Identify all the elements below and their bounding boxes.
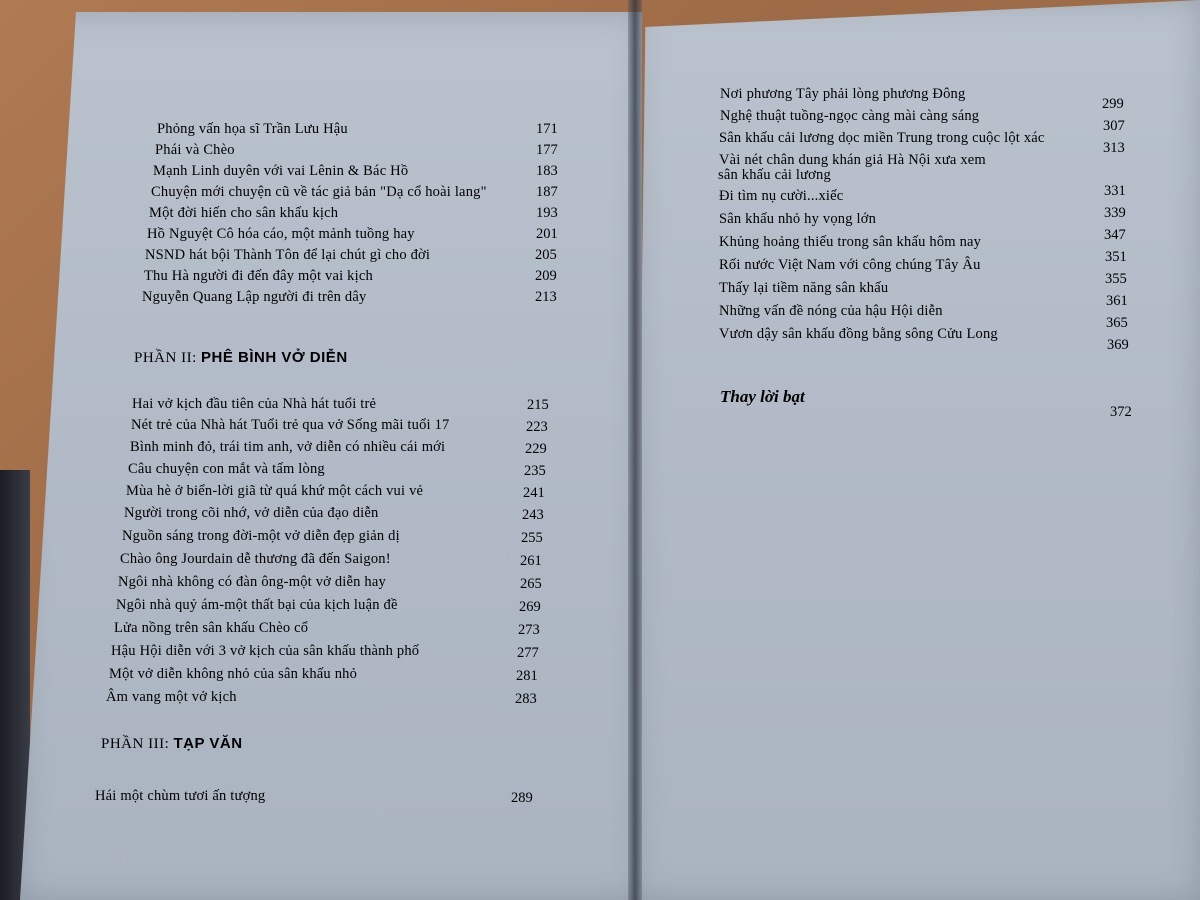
toc-entry-title: Khủng hoảng thiếu trong sân khấu hôm nay bbox=[719, 234, 982, 250]
toc-entry-title: Nguồn sáng trong đời-một vở diễn đẹp giản dị bbox=[122, 528, 400, 544]
toc-entry-page: 355 bbox=[1105, 271, 1127, 287]
toc-entry-title: Nơi phương Tây phải lòng phương Đông bbox=[720, 86, 966, 102]
toc-entry-page: 273 bbox=[518, 622, 540, 638]
toc-entry-title: Mùa hè ở biển-lời giã từ quá khứ một cách vui vẻ bbox=[126, 483, 424, 499]
toc-entry-title: Câu chuyện con mắt và tấm lòng bbox=[128, 461, 325, 477]
toc-entry-page: 213 bbox=[535, 289, 557, 305]
toc-entry-page: 281 bbox=[516, 668, 538, 684]
toc-entry-title: Ngôi nhà quỷ ám-một thất bại của kịch luận đề bbox=[116, 597, 398, 613]
toc-entry-title: Âm vang một vở kịch bbox=[106, 689, 237, 705]
toc-entry-page: 351 bbox=[1105, 249, 1127, 265]
toc-entry-page: 361 bbox=[1106, 293, 1128, 309]
toc-entry-title: NSND hát bội Thành Tôn để lại chút gì cho đời bbox=[145, 247, 431, 263]
toc-entry-page: 299 bbox=[1102, 96, 1124, 112]
toc-entry-title: Bình minh đỏ, trái tim anh, vở diễn có nhiều cái mới bbox=[130, 439, 446, 455]
toc-entry-page: 365 bbox=[1106, 315, 1128, 331]
part-title: TẠP VĂN bbox=[173, 735, 243, 752]
toc-entry-title: Thấy lại tiềm năng sân khấu bbox=[719, 280, 889, 296]
toc-entry-page: 261 bbox=[520, 553, 542, 569]
toc-entry-title: Nghệ thuật tuồng-ngọc càng mài càng sáng bbox=[720, 108, 980, 124]
part-heading bbox=[134, 349, 348, 367]
toc-entry-title: Hậu Hội diễn với 3 vở kịch của sân khấu thành phố bbox=[111, 643, 420, 659]
toc-entry-title: Chuyện mới chuyện cũ về tác giả bản "Dạ cổ hoài lang" bbox=[151, 184, 487, 200]
toc-entry-title: Chào ông Jourdain dễ thương đã đến Saigon! bbox=[120, 551, 391, 567]
part-prefix: PHẦN II: bbox=[134, 350, 197, 366]
part-title: PHÊ BÌNH VỞ DIỄN bbox=[201, 349, 348, 366]
toc-entry-page: 235 bbox=[524, 463, 546, 479]
toc-entry-page: 205 bbox=[535, 247, 557, 263]
toc-entry-title: Ngôi nhà không có đàn ông-một vở diễn hay bbox=[118, 574, 386, 590]
toc-entry-page: 241 bbox=[523, 485, 545, 501]
toc-entry-title: Sân khấu cải lương dọc miền Trung trong cuộc lột xác bbox=[719, 130, 1045, 146]
toc-entry-title: Hồ Nguyệt Cô hóa cáo, một mảnh tuồng hay bbox=[147, 226, 415, 242]
toc-entry-page: 171 bbox=[536, 121, 558, 137]
toc-entry-title: Một vở diễn không nhỏ của sân khấu nhỏ bbox=[109, 666, 358, 682]
toc-entry-page: 369 bbox=[1107, 337, 1129, 353]
toc-entry-page: 283 bbox=[515, 691, 537, 707]
toc-entry-page: 209 bbox=[535, 268, 557, 284]
toc-entry-title: Hái một chùm tươi ấn tượng bbox=[95, 788, 266, 804]
part-prefix: PHẦN III: bbox=[101, 736, 170, 752]
afterword-title: Thay lời bạt bbox=[720, 387, 805, 406]
afterword-page: 372 bbox=[1110, 404, 1132, 420]
part-heading bbox=[101, 735, 243, 753]
toc-entry-page: 289 bbox=[511, 790, 533, 806]
toc-entry-page: 347 bbox=[1104, 227, 1126, 243]
toc-entry-title: Những vấn đề nóng của hậu Hội diễn bbox=[719, 303, 943, 319]
toc-entry-title: Sân khấu nhỏ hy vọng lớn bbox=[719, 211, 877, 227]
toc-entry-title: Nguyễn Quang Lập người đi trên dây bbox=[142, 289, 367, 305]
toc-entry-title: Vươn dậy sân khấu đồng bằng sông Cửu Long bbox=[719, 326, 998, 342]
toc-entry-page: 339 bbox=[1104, 205, 1126, 221]
toc-entry-title: Đi tìm nụ cười...xiếc bbox=[719, 188, 844, 204]
toc-entry-page: 313 bbox=[1103, 140, 1125, 156]
toc-entry-page: 243 bbox=[522, 507, 544, 523]
book-gutter bbox=[628, 0, 642, 900]
toc-entry-page: 223 bbox=[526, 419, 548, 435]
toc-entry-title: Thu Hà người đi đến đây một vai kịch bbox=[144, 268, 373, 284]
toc-entry-page: 255 bbox=[521, 530, 543, 546]
toc-entry-page: 215 bbox=[527, 397, 549, 413]
toc-entry-title: Một đời hiến cho sân khấu kịch bbox=[149, 205, 339, 221]
toc-entry-page: 187 bbox=[536, 184, 558, 200]
toc-entry-page: 193 bbox=[536, 205, 558, 221]
toc-entry-title: Phỏng vấn họa sĩ Trần Lưu Hậu bbox=[157, 121, 348, 137]
toc-entry-page: 331 bbox=[1104, 183, 1126, 199]
toc-entry-title: Vài nét chân dung khán giả Hà Nội xưa xem bbox=[719, 152, 986, 168]
toc-entry-page: 269 bbox=[519, 599, 541, 615]
toc-entry-title: Lửa nồng trên sân khấu Chèo cổ bbox=[114, 620, 309, 636]
toc-entry-title: Phái và Chèo bbox=[155, 142, 235, 158]
toc-entry-page: 177 bbox=[536, 142, 558, 158]
toc-entry-page: 265 bbox=[520, 576, 542, 592]
toc-entry-title: Hai vở kịch đầu tiên của Nhà hát tuổi trẻ bbox=[132, 396, 377, 412]
toc-entry-title: sân khấu cải lương bbox=[718, 167, 831, 183]
toc-entry-page: 201 bbox=[536, 226, 558, 242]
toc-entry-page: 229 bbox=[525, 441, 547, 457]
toc-entry-page: 277 bbox=[517, 645, 539, 661]
toc-entry-title: Mạnh Linh duyên với vai Lênin & Bác Hồ bbox=[153, 163, 409, 179]
toc-entry-title: Rối nước Việt Nam với công chúng Tây Âu bbox=[719, 257, 981, 273]
toc-entry-title: Người trong cõi nhớ, vở diễn của đạo diễn bbox=[124, 505, 379, 521]
toc-entry-page: 183 bbox=[536, 163, 558, 179]
toc-entry-page: 307 bbox=[1103, 118, 1125, 134]
toc-entry-title: Nét trẻ của Nhà hát Tuổi trẻ qua vở Sống mãi tuổi 17 bbox=[131, 417, 450, 433]
